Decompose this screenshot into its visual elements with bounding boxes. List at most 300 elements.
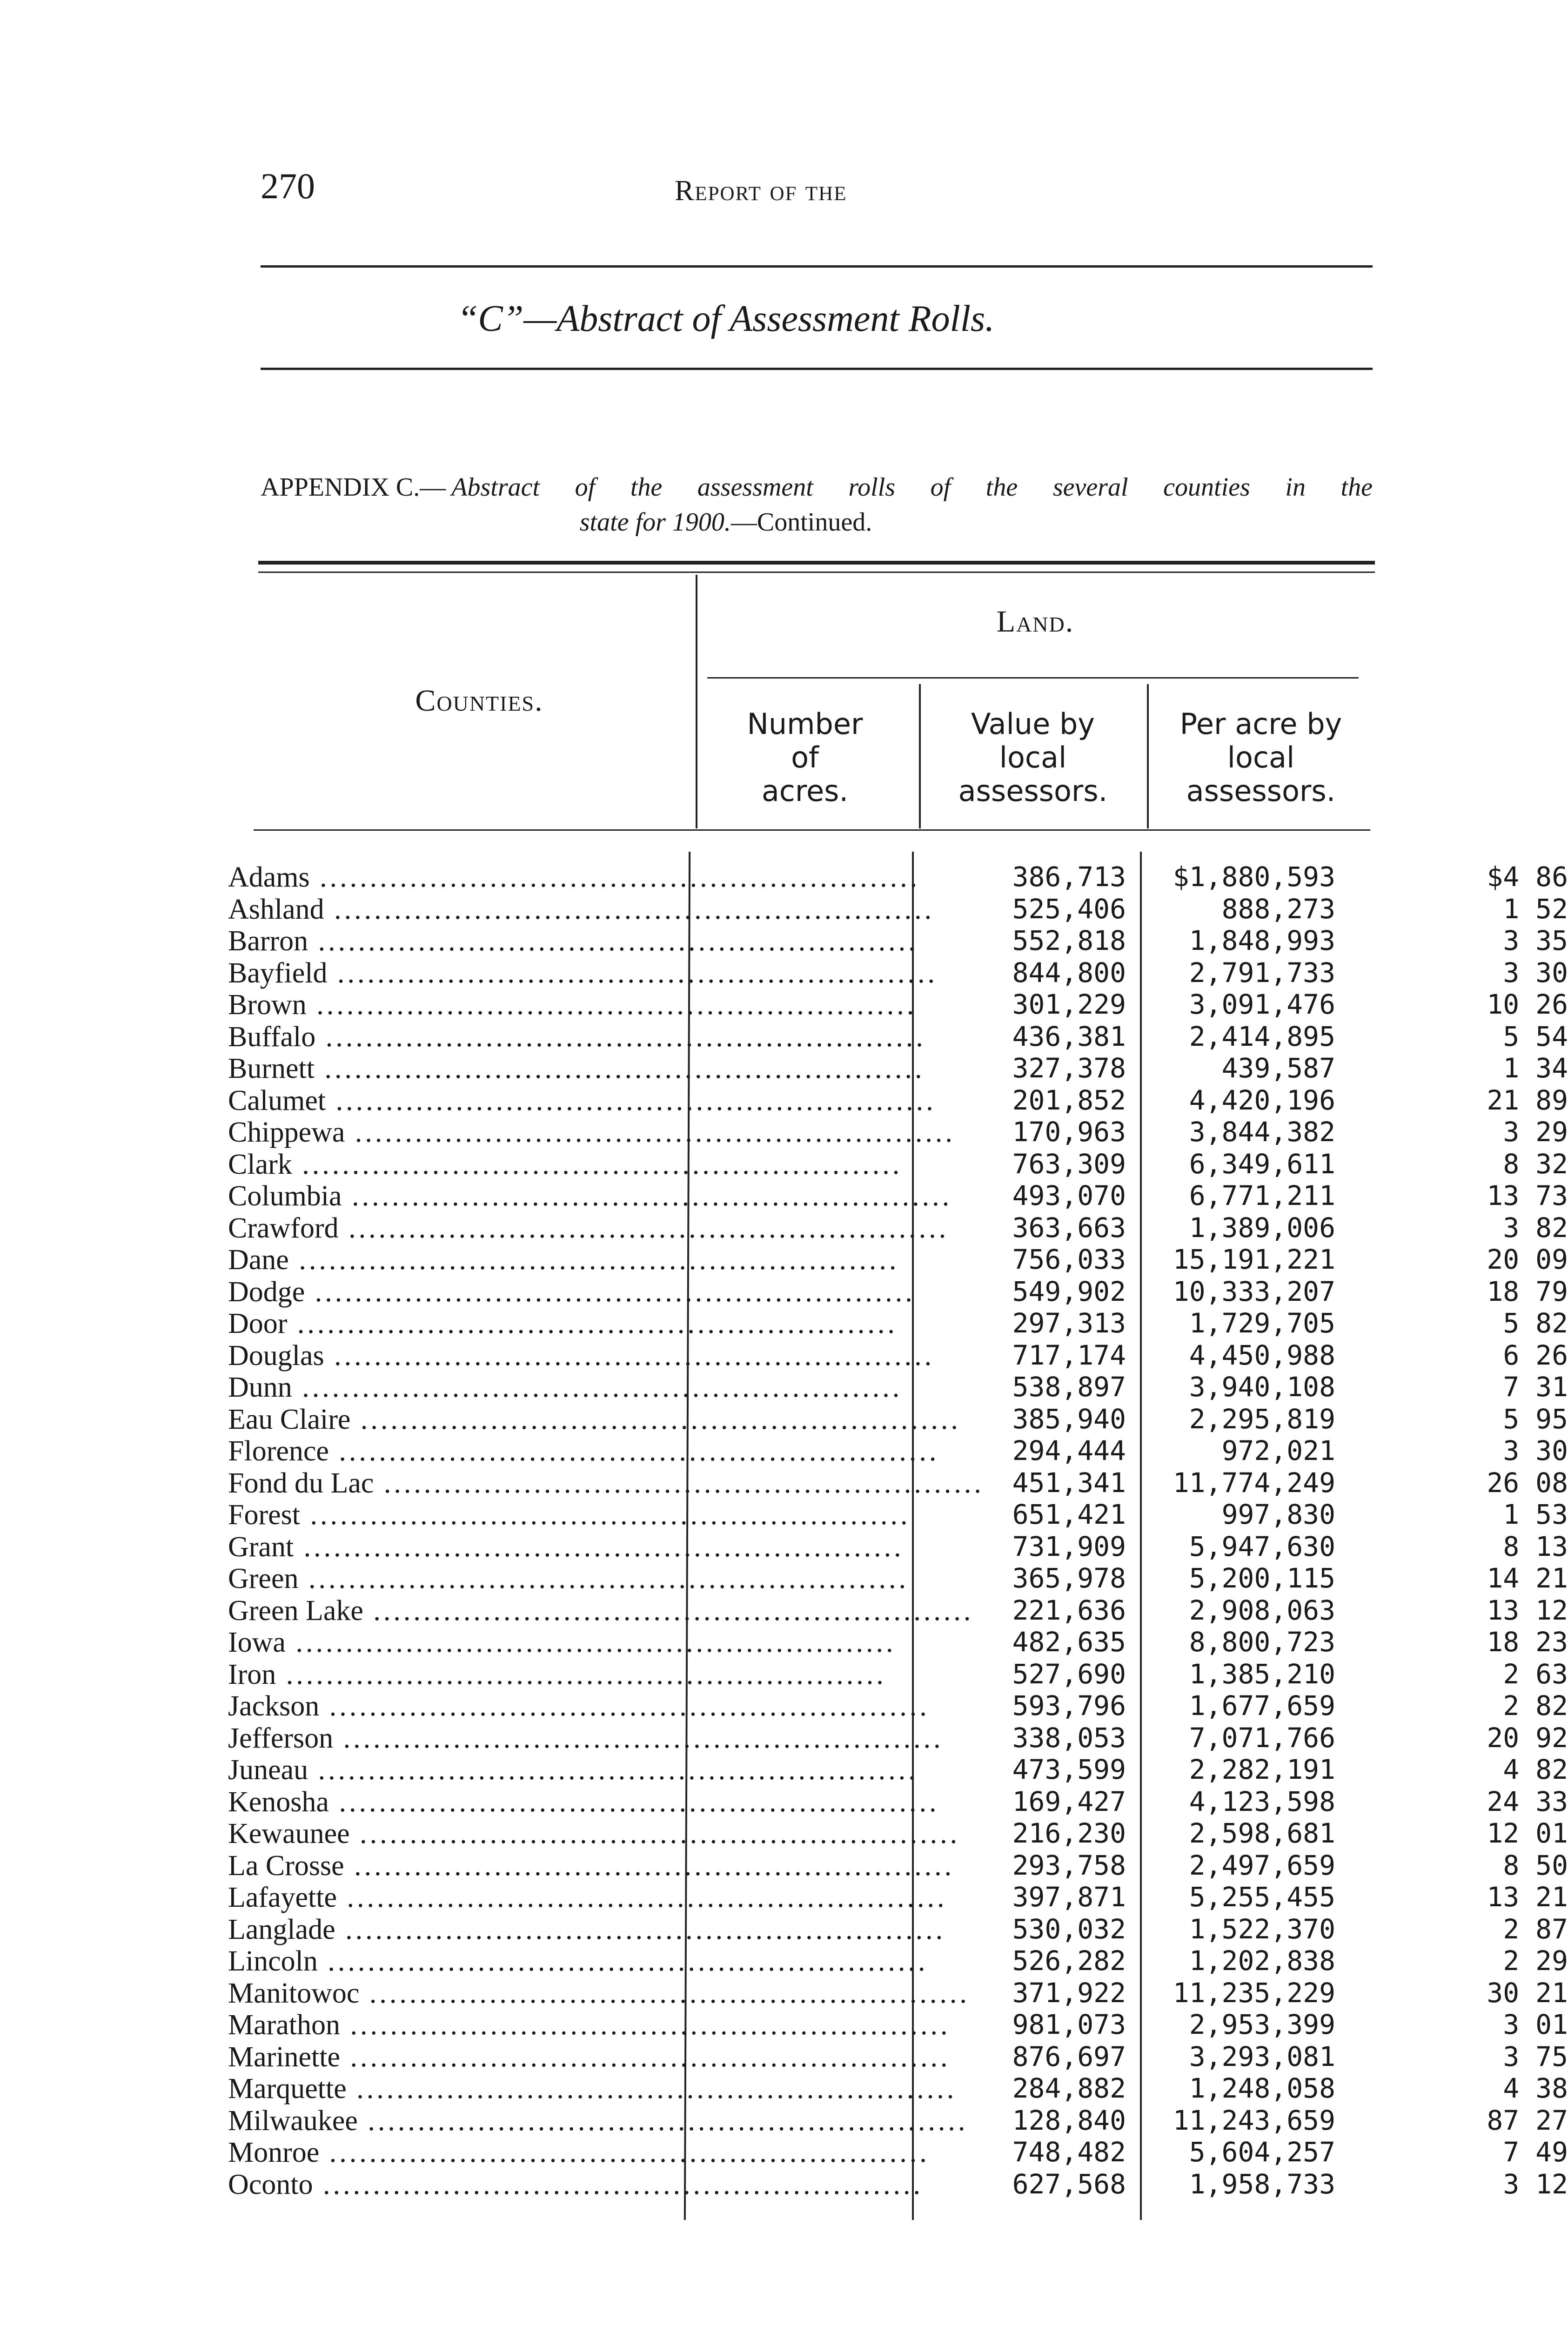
leader-dots: ............................................................	[335, 1913, 946, 1945]
county-name	[228, 1148, 903, 1181]
acres-cell: 731,909	[1012, 1530, 1126, 1562]
leader-dots: ............................................................	[308, 925, 918, 957]
county-label: Lincoln	[228, 1945, 318, 1977]
county-label: Jefferson	[228, 1722, 334, 1754]
county-name	[228, 1339, 935, 1372]
acres-cell: 170,963	[1012, 1116, 1126, 1148]
county-name	[228, 2009, 951, 2042]
per-acre-cell: 12 01	[1487, 1817, 1568, 1849]
leader-dots: ............................................................	[313, 2168, 924, 2200]
county-label: Green	[228, 1563, 299, 1594]
county-name	[228, 1499, 911, 1532]
per-acre-cell: 3 30	[1503, 1435, 1568, 1466]
county-name	[228, 1307, 898, 1340]
table-row	[219, 1244, 1568, 1276]
value-cell: 3,940,108	[1189, 1371, 1335, 1403]
table-row	[219, 1371, 1568, 1403]
county-label: Barron	[228, 925, 308, 957]
acres-cell: 717,174	[1012, 1339, 1126, 1371]
county-label: Crawford	[228, 1212, 339, 1244]
title-top-rule	[261, 265, 1373, 268]
county-name	[228, 1116, 955, 1149]
leader-dots: ............................................................	[338, 1212, 949, 1244]
per-acre-cell: 5 54	[1503, 1020, 1568, 1052]
county-name	[228, 1658, 898, 1691]
acres-cell: 549,902	[1012, 1275, 1126, 1307]
per-acre-cell: 13 21	[1487, 1881, 1568, 1913]
value-cell: 11,243,659	[1173, 2104, 1335, 2136]
per-acre-cell: 3 29	[1503, 1116, 1568, 1148]
per-acre-cell: 24 33	[1487, 1785, 1568, 1817]
table-row	[219, 2104, 1568, 2137]
per-acre-cell: 5 95	[1503, 1403, 1568, 1435]
acres-cell: 386,713	[1012, 861, 1126, 893]
header-land: Land.	[996, 605, 1074, 639]
per-acre-cell: 3 30	[1503, 956, 1568, 989]
per-acre-cell: 21 89	[1487, 1084, 1568, 1116]
header-value-line1: Value by	[971, 707, 1095, 741]
per-acre-cell: 7 31	[1503, 1371, 1568, 1403]
value-cell: 7,071,766	[1189, 1722, 1335, 1754]
leader-dots: ............................................................	[340, 2009, 951, 2041]
value-cell: 439,587	[1221, 1052, 1335, 1084]
per-acre-cell: 10 26	[1487, 989, 1568, 1020]
acres-cell: 371,922	[1012, 1977, 1126, 2009]
leader-dots: ............................................................	[344, 1849, 955, 1882]
header-per-acre-line3: assessors.	[1186, 774, 1336, 808]
value-cell: 4,123,598	[1189, 1785, 1335, 1817]
acres-cell: 294,444	[1012, 1435, 1126, 1466]
per-acre-cell: 26 08	[1487, 1466, 1568, 1499]
page-number: 270	[261, 166, 315, 206]
acres-cell: 297,313	[1012, 1307, 1126, 1339]
table-top-rule	[258, 561, 1375, 565]
acres-cell: 981,073	[1012, 2009, 1126, 2040]
table-row	[219, 1658, 1568, 1690]
leader-dots: ............................................................	[345, 1116, 955, 1148]
header-value-line3: assessors.	[958, 774, 1108, 808]
value-cell: 2,295,819	[1189, 1403, 1335, 1435]
per-acre-cell: 1 52	[1503, 893, 1568, 925]
acres-cell: 293,758	[1012, 1849, 1126, 1881]
per-acre-cell: 4 82	[1503, 1754, 1568, 1785]
acres-cell: 651,421	[1012, 1499, 1126, 1530]
per-acre-cell: 5 82	[1503, 1307, 1568, 1339]
county-label: Langlade	[228, 1913, 335, 1945]
column-rule-value	[1147, 684, 1149, 828]
leader-dots: ............................................................	[285, 1627, 896, 1658]
per-acre-cell: 7 49	[1503, 2136, 1568, 2168]
per-acre-cell: 8 32	[1503, 1148, 1568, 1180]
value-cell: 3,091,476	[1189, 989, 1335, 1020]
county-label: Door	[228, 1308, 288, 1339]
value-cell: 5,200,115	[1189, 1562, 1335, 1594]
leader-dots: ............................................................	[340, 2041, 951, 2073]
value-cell: 3,844,382	[1189, 1116, 1335, 1148]
leader-dots: ............................................................	[328, 1786, 939, 1818]
county-name	[228, 1212, 949, 1245]
value-cell: 5,604,257	[1189, 2136, 1335, 2168]
value-cell: 5,255,455	[1189, 1881, 1335, 1913]
value-cell: 15,191,221	[1173, 1244, 1335, 1275]
per-acre-cell: 3 35	[1503, 925, 1568, 956]
table-row	[219, 1977, 1568, 2009]
acres-cell: 365,978	[1012, 1562, 1126, 1594]
county-label: Ashland	[228, 893, 324, 925]
per-acre-cell: 13 73	[1487, 1180, 1568, 1211]
county-name	[228, 2041, 951, 2074]
county-label: Marathon	[228, 2009, 341, 2041]
table-row	[219, 1626, 1568, 1658]
table-top-rule-thin	[258, 572, 1375, 573]
per-acre-cell: 2 63	[1503, 1658, 1568, 1690]
acres-cell: 216,230	[1012, 1817, 1126, 1849]
header-value-line2: local	[999, 740, 1067, 774]
county-label: Grant	[228, 1531, 294, 1563]
header-per-acre-line1: Per acre by	[1179, 707, 1342, 741]
acres-cell: 169,427	[1012, 1785, 1126, 1817]
leader-dots: ............................................................	[333, 1722, 944, 1754]
caption-text: Abstract of the assessment rolls of the several counties in the	[451, 473, 1373, 502]
caption-line-2	[0, 507, 1452, 537]
value-cell: 4,420,196	[1189, 1084, 1335, 1116]
table-row	[219, 1275, 1568, 1308]
table-row	[219, 2040, 1568, 2073]
leader-dots: ............................................................	[357, 2105, 968, 2137]
value-cell: 3,293,081	[1189, 2040, 1335, 2072]
acres-cell: 221,636	[1012, 1594, 1126, 1626]
county-label: Burnett	[228, 1053, 315, 1084]
value-cell: 2,908,063	[1189, 1594, 1335, 1626]
leader-dots: ............................................................	[292, 1148, 903, 1180]
value-cell: 6,771,211	[1189, 1180, 1335, 1211]
value-cell: 888,273	[1221, 893, 1335, 925]
county-label: Eau Claire	[228, 1403, 351, 1435]
leader-dots: ............................................................	[308, 1754, 918, 1786]
leader-dots: ............................................................	[292, 1372, 903, 1403]
county-label: Marinette	[228, 2041, 341, 2073]
header-per-acre-line2: local	[1227, 740, 1295, 774]
county-name	[228, 1562, 909, 1595]
title-bottom-rule	[261, 368, 1373, 370]
table-row	[219, 1339, 1568, 1372]
per-acre-cell: 8 13	[1503, 1530, 1568, 1562]
county-label: Calumet	[228, 1084, 326, 1116]
value-cell: 2,414,895	[1189, 1020, 1335, 1052]
land-group-rule	[707, 677, 1359, 679]
acres-cell: 385,940	[1012, 1403, 1126, 1435]
county-name	[228, 1754, 918, 1787]
acres-cell: 301,229	[1012, 989, 1126, 1020]
county-label: Milwaukee	[228, 2105, 358, 2137]
table-row	[219, 989, 1568, 1021]
county-name	[228, 1690, 930, 1723]
county-name	[228, 1244, 898, 1277]
county-label: Columbia	[228, 1180, 342, 1212]
leader-dots: ............................................................	[342, 1180, 952, 1212]
column-rule-counties	[696, 575, 697, 828]
county-name	[228, 2072, 957, 2105]
value-cell: 11,235,229	[1173, 1977, 1335, 2009]
acres-cell: 436,381	[1012, 1020, 1126, 1052]
county-name	[228, 2105, 968, 2138]
table-row	[219, 1785, 1568, 1818]
table-row	[219, 1052, 1568, 1084]
county-name	[228, 925, 918, 958]
county-label: Douglas	[228, 1339, 324, 1372]
table-row	[219, 2072, 1568, 2105]
leader-dots: ............................................................	[350, 1403, 961, 1435]
county-label: Manitowoc	[228, 1977, 360, 2009]
leader-dots: ............................................................	[300, 1499, 911, 1531]
header-counties: Counties.	[415, 684, 543, 718]
county-name	[228, 1881, 947, 1914]
per-acre-cell: 6 26	[1503, 1339, 1568, 1371]
acres-cell: 756,033	[1012, 1244, 1126, 1275]
county-label: Brown	[228, 989, 307, 1021]
leader-dots: ............................................................	[359, 1977, 970, 2009]
value-cell: $1,880,593	[1173, 861, 1335, 893]
header-bottom-rule	[254, 829, 1370, 831]
county-name	[228, 1276, 915, 1309]
value-cell: 1,958,733	[1189, 2168, 1335, 2200]
per-acre-cell: 14 21	[1487, 1562, 1568, 1594]
table-row	[219, 1945, 1568, 1977]
county-label: Fond du Lac	[228, 1467, 374, 1499]
county-name	[228, 861, 920, 894]
county-name	[228, 1531, 904, 1564]
value-cell: 8,800,723	[1189, 1626, 1335, 1658]
per-acre-cell: 3 75	[1503, 2040, 1568, 2072]
table-row	[219, 1020, 1568, 1053]
county-name	[228, 1594, 974, 1628]
acres-cell: 201,852	[1012, 1084, 1126, 1116]
caption-line-1	[261, 472, 1373, 502]
county-label: Iowa	[228, 1627, 286, 1658]
county-label: Florence	[228, 1435, 329, 1467]
table-row	[219, 1849, 1568, 1882]
county-label: Bayfield	[228, 957, 328, 989]
leader-dots: ............................................................	[305, 1276, 915, 1308]
value-cell: 1,729,705	[1189, 1307, 1335, 1339]
acres-cell: 844,800	[1012, 956, 1126, 989]
acres-cell: 363,663	[1012, 1211, 1126, 1244]
per-acre-cell: 2 82	[1503, 1690, 1568, 1722]
leader-dots: ............................................................	[374, 1467, 984, 1499]
acres-cell: 284,882	[1012, 2072, 1126, 2104]
column-rule-acres	[919, 684, 921, 828]
table-row	[219, 925, 1568, 957]
county-name	[228, 1435, 939, 1468]
leader-dots: ............................................................	[349, 1818, 960, 1849]
county-name	[228, 1084, 936, 1117]
county-label: Dodge	[228, 1276, 305, 1308]
county-label: Forest	[228, 1499, 300, 1531]
leader-dots: ............................................................	[319, 1690, 930, 1722]
leader-dots: ............................................................	[324, 1339, 935, 1372]
acres-cell: 876,697	[1012, 2040, 1126, 2072]
county-label: Buffalo	[228, 1021, 316, 1053]
acres-cell: 748,482	[1012, 2136, 1126, 2168]
acres-cell: 526,282	[1012, 1945, 1126, 1977]
per-acre-cell: 20 92	[1487, 1722, 1568, 1754]
acres-cell: 493,070	[1012, 1180, 1126, 1211]
caption-label: APPENDIX C.—	[261, 473, 446, 502]
county-name	[228, 1849, 955, 1883]
acres-cell: 128,840	[1012, 2104, 1126, 2136]
table-body	[219, 861, 1568, 2200]
value-cell: 4,450,988	[1189, 1339, 1335, 1371]
leader-dots: ............................................................	[288, 1244, 899, 1276]
table-row	[219, 1403, 1568, 1435]
leader-dots: ............................................................	[309, 861, 920, 893]
leader-dots: ............................................................	[327, 957, 938, 989]
table-row	[219, 893, 1568, 925]
value-cell: 1,677,659	[1189, 1690, 1335, 1722]
table-row	[219, 1754, 1568, 1786]
leader-dots: ............................................................	[324, 893, 935, 925]
table-row	[219, 1690, 1568, 1722]
value-cell: 2,953,399	[1189, 2009, 1335, 2040]
leader-dots: ............................................................	[298, 1563, 909, 1594]
county-label: Kenosha	[228, 1786, 329, 1818]
acres-cell: 397,871	[1012, 1881, 1126, 1913]
leader-dots: ............................................................	[294, 1531, 904, 1563]
leader-dots: ............................................................	[326, 1084, 936, 1116]
table-row	[219, 1307, 1568, 1339]
per-acre-cell: 18 23	[1487, 1626, 1568, 1658]
county-name	[228, 989, 917, 1022]
per-acre-cell: 1 53	[1503, 1499, 1568, 1530]
table-row	[219, 1562, 1568, 1594]
per-acre-cell: 4 38	[1503, 2072, 1568, 2104]
acres-cell: 338,053	[1012, 1722, 1126, 1754]
leader-dots: ............................................................	[328, 1435, 939, 1467]
table-row	[219, 1530, 1568, 1563]
per-acre-cell: 3 82	[1503, 1211, 1568, 1244]
per-acre-cell: 30 21	[1487, 1977, 1568, 2009]
per-acre-cell: 1 34	[1503, 1052, 1568, 1084]
value-cell: 997,830	[1221, 1499, 1335, 1530]
leader-dots: ............................................................	[306, 989, 917, 1021]
table-row	[219, 1116, 1568, 1148]
leader-dots: ............................................................	[276, 1658, 886, 1690]
leader-dots: ............................................................	[337, 1882, 947, 1913]
table-row	[219, 2168, 1568, 2200]
value-cell: 10,333,207	[1173, 1275, 1335, 1307]
header-acres-line3: acres.	[761, 774, 849, 808]
value-cell: 1,385,210	[1189, 1658, 1335, 1690]
per-acre-cell: 13 12	[1487, 1594, 1568, 1626]
county-name	[228, 1786, 939, 1819]
county-name	[228, 1913, 946, 1946]
county-label: Oconto	[228, 2168, 313, 2200]
county-name	[228, 1052, 925, 1085]
per-acre-cell: 3 01	[1503, 2009, 1568, 2040]
value-cell: 2,598,681	[1189, 1817, 1335, 1849]
acres-cell: 538,897	[1012, 1371, 1126, 1403]
county-name	[228, 1817, 960, 1850]
table-row	[219, 1881, 1568, 1913]
caption-year: state for 1900.	[579, 508, 731, 537]
county-label: Chippewa	[228, 1116, 345, 1148]
table-row	[219, 2136, 1568, 2168]
header-value	[926, 707, 1140, 808]
leader-dots: ............................................................	[363, 1594, 974, 1627]
county-name	[228, 1371, 903, 1404]
acres-cell: 527,690	[1012, 1658, 1126, 1690]
value-cell: 2,791,733	[1189, 956, 1335, 989]
acres-cell: 482,635	[1012, 1626, 1126, 1658]
table-row	[219, 1211, 1568, 1244]
county-label: Monroe	[228, 2137, 320, 2168]
county-name	[228, 1021, 926, 1054]
value-cell: 1,389,006	[1189, 1211, 1335, 1244]
header-acres-line2: of	[791, 740, 819, 774]
county-label: La Crosse	[228, 1849, 344, 1882]
county-label: Dunn	[228, 1372, 292, 1403]
table-row	[219, 2009, 1568, 2041]
county-label: Lafayette	[228, 1882, 337, 1913]
table-row	[219, 1148, 1568, 1180]
county-label: Juneau	[228, 1754, 308, 1786]
value-cell: 11,774,249	[1173, 1466, 1335, 1499]
county-name	[228, 1977, 970, 2010]
per-acre-cell: 87 27	[1487, 2104, 1568, 2136]
county-name	[228, 2136, 930, 2169]
table-row	[219, 1180, 1568, 1212]
county-name	[228, 1180, 952, 1213]
county-name	[228, 893, 935, 926]
county-label: Kewaunee	[228, 1818, 350, 1849]
per-acre-cell: $4 86	[1487, 861, 1568, 893]
county-label: Iron	[228, 1658, 276, 1690]
leader-dots: ............................................................	[315, 1021, 926, 1053]
county-label: Clark	[228, 1148, 292, 1180]
header-acres	[703, 707, 907, 808]
acres-cell: 451,341	[1012, 1466, 1126, 1499]
value-cell: 6,349,611	[1189, 1148, 1335, 1180]
per-acre-cell: 8 50	[1503, 1849, 1568, 1881]
value-cell: 1,248,058	[1189, 2072, 1335, 2104]
county-name	[228, 1722, 944, 1755]
section-title: “C”—Abstract of Assessment Rolls.	[457, 298, 995, 339]
table-row	[219, 1466, 1568, 1499]
value-cell: 1,522,370	[1189, 1913, 1335, 1945]
value-cell: 2,282,191	[1189, 1754, 1335, 1785]
per-acre-cell: 18 79	[1487, 1275, 1568, 1307]
acres-cell: 763,309	[1012, 1148, 1126, 1180]
acres-cell: 552,818	[1012, 925, 1126, 956]
leader-dots: ............................................................	[346, 2073, 957, 2105]
table-row	[219, 1722, 1568, 1754]
per-acre-cell: 2 87	[1503, 1913, 1568, 1945]
county-name	[228, 957, 938, 990]
header-per-acre	[1149, 707, 1373, 808]
county-name	[228, 2168, 924, 2201]
value-cell: 5,947,630	[1189, 1530, 1335, 1562]
per-acre-cell: 2 29	[1503, 1945, 1568, 1977]
acres-cell: 327,378	[1012, 1052, 1126, 1084]
county-name	[228, 1467, 984, 1500]
acres-cell: 530,032	[1012, 1913, 1126, 1945]
table-row	[219, 1499, 1568, 1531]
per-acre-cell: 20 09	[1487, 1244, 1568, 1275]
county-label: Green Lake	[228, 1594, 363, 1627]
county-name	[228, 1403, 961, 1436]
value-cell: 2,497,659	[1189, 1849, 1335, 1881]
table-row	[219, 861, 1568, 893]
